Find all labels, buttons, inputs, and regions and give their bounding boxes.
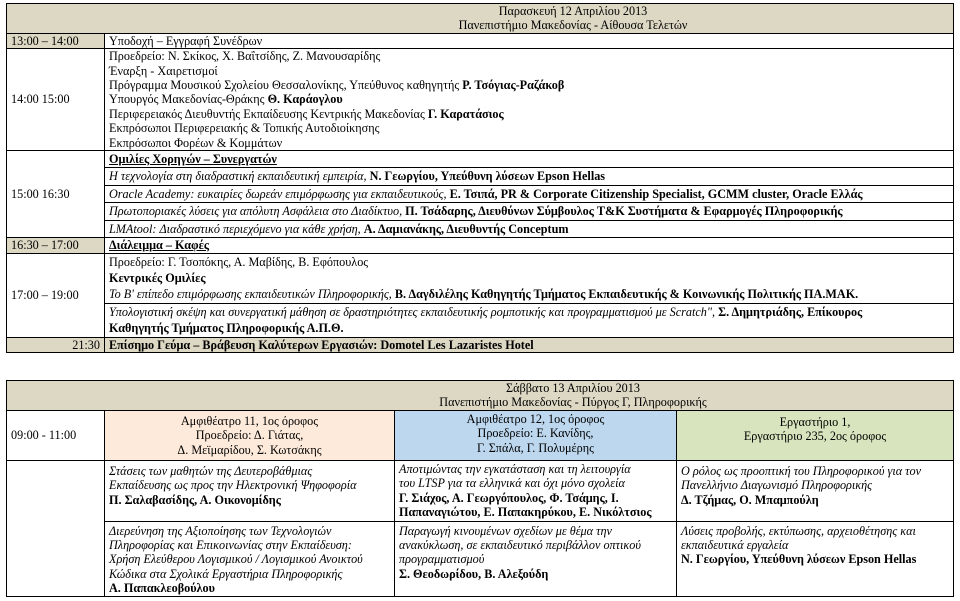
paper-cell (105, 461, 395, 522)
sponsor-talks (105, 151, 954, 238)
paper-title: Ο ρόλος ως προοπτική του Πληροφορικού για τον (681, 464, 922, 479)
paper-authors: Α. Παπακλεοβούλου (109, 581, 215, 596)
paper-authors: Σ. Θεοδωρίδου, Β. Αλεξούδη (399, 566, 549, 581)
opening-session (105, 49, 954, 151)
session-line: Εκπρόσωποι Περιφερειακής & Τοπικής Αυτοδιοίκησης (109, 121, 380, 136)
saturday-date: Σάββατο 13 Απριλίου 2013 (506, 381, 640, 395)
table-row (7, 253, 954, 337)
paper-title: εκπαιδευτικά εργαλεία (681, 538, 789, 553)
paper-title: Αποτιμώντας την εγκατάσταση και τη λειτουργία (399, 462, 631, 477)
paper-title: Εκπαίδευσης ως προς την Ηλεκτρονική Ψηφοφορία (109, 478, 357, 493)
paper-title: του LTSP για τα ελληνικά και όχι μόνο σχολεία (399, 476, 625, 491)
talk-title: Πρωτοποριακές λύσεις για απόλυτη Ασφάλεια στο Διαδίκτυο, (109, 204, 406, 219)
break-text: Διάλειμμα – Καφές (105, 238, 954, 253)
talk-speaker: Α. Δαμιανάκης, Διευθυντής Conceptum (363, 221, 569, 236)
table-row (7, 49, 954, 151)
room-c-header (677, 410, 954, 460)
keynote-heading: Κεντρικές Ομιλίες (109, 270, 206, 285)
friday-header (7, 4, 954, 34)
paper-authors: Ν. Γεωργίου, Υπεύθυνη λύσεων Epson Hellas (681, 552, 917, 567)
paper-authors: Π. Σαλαβασίδης, Α. Οικονομίδης (109, 492, 281, 507)
paper-title: Πανελλήνιο Διαγωνισμό Πληροφορικής (681, 478, 873, 493)
room-b-header (395, 410, 677, 460)
saturday-header-row (7, 381, 954, 411)
time-cell-empty (7, 461, 105, 597)
paper-title: προγραμματισμού (399, 552, 485, 567)
table-row (7, 151, 954, 238)
time-cell: 21:30 (7, 337, 105, 352)
session-line (109, 92, 949, 106)
session-line: Έναρξη - Χαιρετισμοί (109, 63, 218, 78)
keynote-session (105, 253, 954, 337)
time-cell: 15:00 16:30 (7, 151, 105, 238)
paper-authors: Παπαναγιώτου, Ε. Παπακηρύκου, Ε. Νικόλτσιος (399, 505, 652, 520)
talk-line (105, 304, 953, 320)
room-name: Αμφιθέατρο 11, 1ος όροφος (180, 413, 319, 428)
room-a-header (105, 410, 395, 460)
saturday-header (7, 381, 954, 411)
session-line: Εκπρόσωποι Φορέων & Κομμάτων (109, 135, 283, 150)
table-row (7, 337, 954, 352)
speaker-name: Γ. Καρατάσιος (427, 106, 504, 121)
talk-speaker: Β. Δαγδιλέλης Καθηγητής Τμήματος Εκπαιδευτικής & Κοινωνικής Πολιτικής ΠΑ.ΜΑΚ. (394, 287, 859, 302)
chair-line: Προεδρείο: Ε. Κανίδης, (477, 426, 594, 441)
session-line-text: Πρόγραμμα Μουσικού Σχολείου Θεσσαλονίκης, Υπεύθυνος καθηγητής (109, 78, 463, 93)
rooms-row (7, 410, 954, 460)
paper-authors: Γ. Σιάχος, Α. Γεωργόπουλος, Φ. Τσάμης, Ι. (399, 490, 619, 505)
paper-cell (395, 461, 677, 522)
chair-line: Προεδρείο: Ν. Σκίκος, Χ. Βαΐτσίδης, Ζ. Μανουσαρίδης (109, 49, 381, 64)
paper-authors: Δ. Τζήμας, Ο. Μπαμπούλη (681, 492, 819, 507)
paper-title: Στάσεις των μαθητών της Δευτεροβάθμιας (109, 464, 313, 479)
friday-header-row (7, 4, 954, 34)
session-text: Υποδοχή – Εγγραφή Συνέδρων (105, 33, 954, 48)
saturday-schedule-table (6, 380, 954, 597)
time-cell: 09:00 - 11:00 (7, 410, 105, 460)
talk-line (105, 168, 953, 185)
chair-line: Προεδρείο: Γ. Τσοπόκης, Α. Μαβίδης, Β. Εφόπουλος (109, 254, 369, 269)
room-name: Εργαστήριο 1, (779, 414, 851, 429)
paper-title: Κώδικα στα Σχολικά Εργαστήρια Πληροφορικής (109, 566, 343, 581)
talk-line (105, 286, 953, 303)
session-line-text: Περιφερειακός Διευθυντής Εκπαίδευσης Κεντρικής Μακεδονίας (109, 106, 428, 121)
paper-title: Πληροφορίας και Επικοινωνίας στην Εκπαίδευση: (109, 538, 352, 553)
session-line-text: Υπουργός Μακεδονίας-Θράκης (109, 92, 268, 107)
room-name: Αμφιθέατρο 12, 1ος όροφος (466, 411, 605, 426)
talk-speaker: Π. Τσάδαρης, Διευθύνων Σύμβουλος T&K Συστήματα & Εφαρμογές Πληροφορικής (405, 204, 843, 219)
speaker-name: Ρ. Τσόγιας-Ραζάκοβ (462, 78, 565, 93)
talk-title: Υπολογιστική σκέψη και συνεργατική μάθηση σε δραστηριότητες εκπαιδευτικής ρομποτικής και προγραμματισμού με Scratch", (109, 304, 719, 319)
paper-title: Διερεύνηση της Αξιοποίησης των Τεχνολογιών (109, 523, 332, 538)
talk-line (105, 186, 953, 203)
paper-cell (105, 521, 395, 596)
chair-line: Δ. Μεϊμαρίδου, Σ. Κωτσάκης (177, 442, 322, 457)
time-cell: 17:00 – 19:00 (7, 253, 105, 337)
talk-line (105, 221, 953, 237)
session-line (109, 78, 949, 92)
paper-cell (677, 461, 954, 522)
talk-title: Η τεχνολογία στη διαδραστική εκπαιδευτική εμπειρία, (109, 169, 370, 184)
sponsor-heading: Ομιλίες Χορηγών – Συνεργατών (105, 151, 953, 168)
friday-venue: Πανεπιστήμιο Μακεδονίας - Αίθουσα Τελετών (458, 18, 688, 33)
chair-line: Γ. Σπάλα, Γ. Πολυμέρης (477, 440, 594, 455)
friday-date: Παρασκευή 12 Απριλίου 2013 (498, 4, 648, 18)
paper-title: Παραγωγή κινουμένων σχεδίων με θέμα την (399, 523, 612, 538)
papers-row (7, 521, 954, 596)
paper-title: Χρήση Ελεύθερου Λογισμικού / Λογισμικού Ανοικτού (109, 552, 363, 567)
paper-cell (395, 521, 677, 596)
talk-speaker: Ν. Γεωργίου, Υπεύθυνη λύσεων Epson Hellas (369, 169, 606, 184)
talk-title: LMAtool: Διαδραστικό περιεχόμενο για κάθε χρήση, (109, 221, 364, 236)
talk-speaker: Καθηγητής Τμήματος Πληροφορικής Α.Π.Θ. (109, 321, 344, 336)
chair-line: Προεδρείο: Δ. Γιάτας, (195, 428, 304, 443)
dinner-text: Επίσημο Γεύμα – Βράβευση Καλύτερων Εργασιών: Domotel Les Lazaristes Hotel (105, 337, 954, 352)
talk-title: Το Β' επίπεδο επιμόρφωσης εκπαιδευτικών Πληροφορικής, (109, 287, 395, 302)
talk-speaker: Σ. Δημητριάδης, Επίκουρος (718, 304, 863, 319)
saturday-venue: Πανεπιστήμιο Μακεδονίας - Πύργος Γ, Πληροφορικής (439, 395, 707, 410)
talk-title: Oracle Academy: ευκαιρίες δωρεάν επιμόρφωσης για εκπαιδευτικούς, (109, 186, 450, 201)
time-cell: 13:00 – 14:00 (7, 33, 105, 48)
talk-line (105, 203, 953, 220)
paper-title: ανακύκλωση, σε εκπαιδευτικό περιβάλλον οπτικού (399, 538, 641, 553)
time-cell: 14:00 15:00 (7, 49, 105, 151)
speaker-name: Θ. Καράογλου (267, 92, 343, 107)
papers-row (7, 461, 954, 522)
table-row (7, 33, 954, 48)
session-line (109, 107, 949, 121)
paper-title: Λύσεις προβολής, εκτύπωσης, αρχειοθέτησης και (681, 523, 916, 538)
room-name-detail: Εργαστήριο 235, 2ος όροφος (743, 429, 887, 444)
talk-speaker: Ε. Τσιπά, PR & Corporate Citizenship Specialist, GCMM cluster, Oracle Ελλάς (449, 186, 863, 201)
table-row (7, 238, 954, 253)
friday-schedule-table (6, 3, 954, 353)
time-cell: 16:30 – 17:00 (7, 238, 105, 253)
paper-cell (677, 521, 954, 596)
